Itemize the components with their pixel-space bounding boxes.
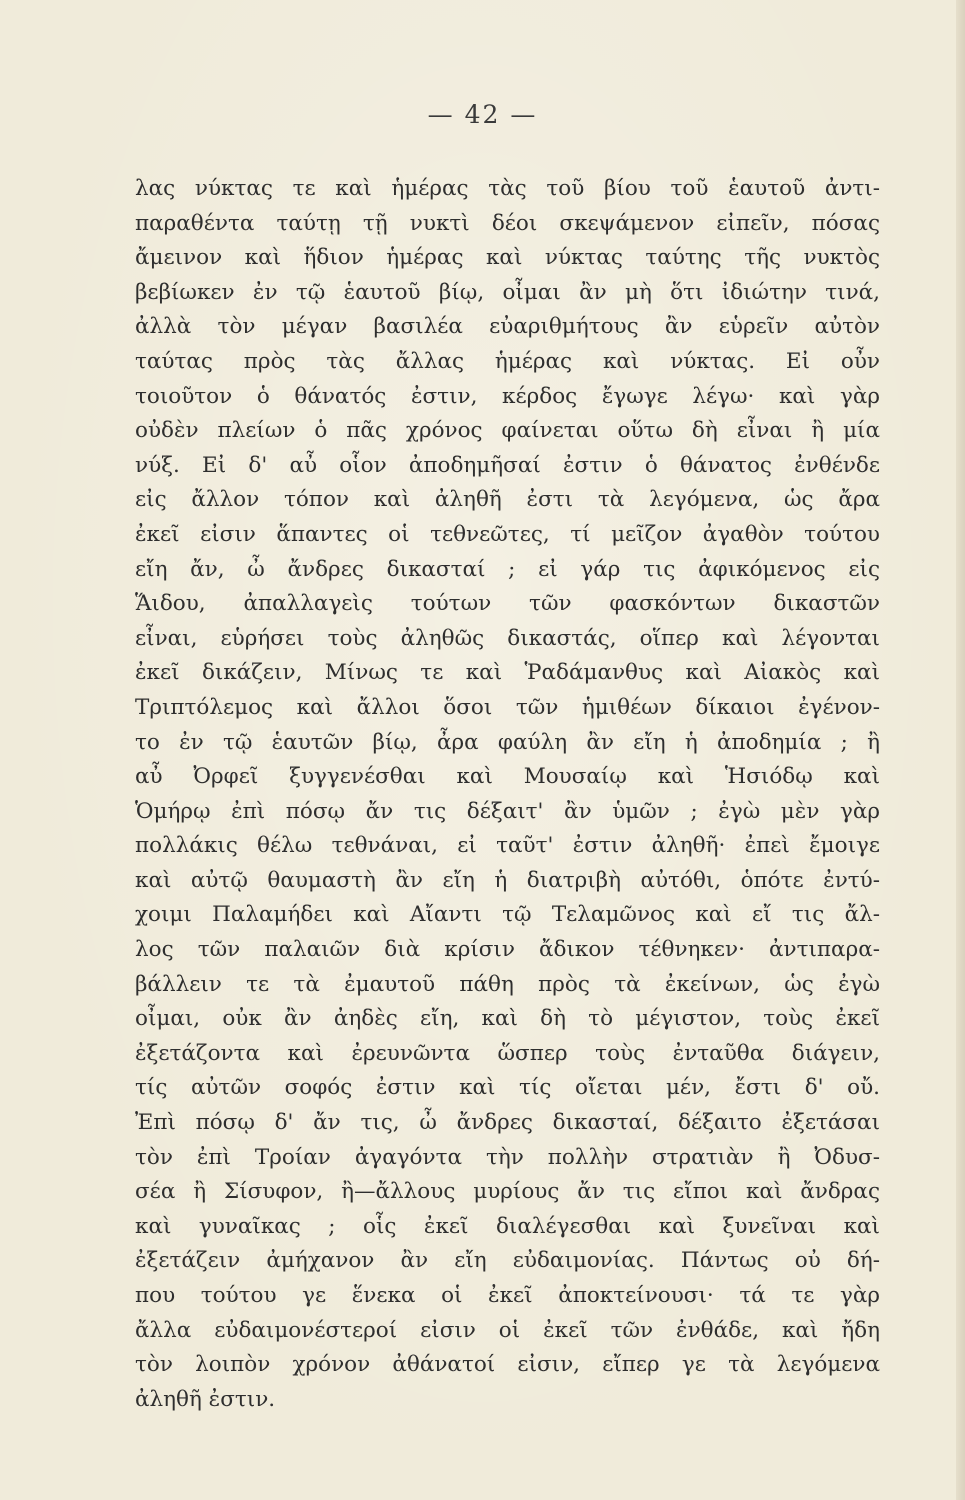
text-line: το ἐν τῷ ἑαυτῶν βίῳ, ἆρα φαύλη ἂν εἴη ἡ ἀποδημία ; ἢ [135,729,880,755]
text-line: καὶ αὐτῷ θαυμαστὴ ἂν εἴη ἡ διατριβὴ αὐτόθι, ὁπότε ἐντύ- [135,867,880,893]
text-line: ἐξετάζειν ἀμήχανον ἂν εἴη εὐδαιμονίας. Πάντως οὐ δή- [135,1248,880,1274]
text-line: εἶναι, εὑρήσει τοὺς ἀληθῶς δικαστάς, οἵπερ καὶ λέγονται [135,625,880,651]
text-line: Τριπτόλεμος καὶ ἄλλοι ὅσοι τῶν ἡμιθέων δίκαιοι ἐγένον- [135,694,880,720]
text-line: πολλάκις θέλω τεθνάναι, εἰ ταῦτ' ἐστιν ἀληθῆ· ἐπεὶ ἔμοιγε [135,833,880,859]
text-line: Ὁμήρῳ ἐπὶ πόσῳ ἄν τις δέξαιτ' ἂν ὑμῶν ; ἐγὼ μὲν γὰρ [135,798,880,824]
text-line: ἄλλα εὐδαιμονέστεροί εἰσιν οἱ ἐκεῖ τῶν ἐνθάδε, καὶ ἤδη [135,1317,880,1343]
text-line: αὖ Ὀρφεῖ ξυγγενέσθαι καὶ Μουσαίῳ καὶ Ἡσιόδῳ καὶ [135,764,880,790]
text-line: νύξ. Εἰ δ' αὖ οἷον ἀποδημῆσαί ἐστιν ὁ θάνατος ἐνθένδε [135,452,880,478]
page-number: — 42 — [427,100,538,129]
text-line: ἐκεῖ εἰσιν ἅπαντες οἱ τεθνεῶτες, τί μεῖζον ἀγαθὸν τούτου [135,521,880,547]
text-line: χοιμι Παλαμήδει καὶ Αἴαντι τῷ Τελαμῶνος καὶ εἴ τις ἄλ- [135,902,880,928]
text-line: ἄμεινον καὶ ἥδιον ἡμέρας καὶ νύκτας ταύτης τῆς νυκτὸς [135,245,880,271]
body-text [135,172,880,1417]
text-line: βεβίωκεν ἐν τῷ ἑαυτοῦ βίῳ, οἶμαι ἂν μὴ ὅτι ἰδιώτην τινά, [135,279,880,305]
text-line: τίς αὐτῶν σοφός ἐστιν καὶ τίς οἴεται μέν, ἔστι δ' οὔ. [135,1075,880,1101]
text-line: τοιοῦτον ὁ θάνατός ἐστιν, κέρδος ἔγωγε λέγω· καὶ γὰρ [135,383,880,409]
text-line: εἴη ἄν, ὦ ἄνδρες δικασταί ; εἰ γάρ τις ἀφικόμενος εἰς [135,556,880,582]
text-line: ἐκεῖ δικάζειν, Μίνως τε καὶ Ῥαδάμανθυς καὶ Αἰακὸς καὶ [135,660,880,686]
text-line: ἀληθῆ ἐστιν. [135,1386,276,1412]
text-line: σέα ἢ Σίσυφον, ἢ—ἄλλους μυρίους ἄν τις εἴποι καὶ ἄνδρας [135,1179,880,1205]
text-line: τὸν λοιπὸν χρόνον ἀθάνατοί εἰσιν, εἴπερ γε τὰ λεγόμενα [135,1352,880,1378]
text-line: οὐδὲν πλείων ὁ πᾶς χρόνος φαίνεται οὕτω δὴ εἶναι ἢ μία [135,418,880,444]
text-line: Ἐπὶ πόσῳ δ' ἄν τις, ὦ ἄνδρες δικασταί, δέξαιτο ἐξετάσαι [135,1110,880,1136]
text-line: εἰς ἄλλον τόπον καὶ ἀληθῆ ἐστι τὰ λεγόμενα, ὡς ἄρα [135,487,880,513]
text-line: τὸν ἐπὶ Τροίαν ἀγαγόντα τὴν πολλὴν στρατιὰν ἢ Ὀδυσ- [135,1144,880,1170]
text-line: καὶ γυναῖκας ; οἷς ἐκεῖ διαλέγεσθαι καὶ ξυνεῖναι καὶ [135,1213,880,1239]
text-line: βάλλειν τε τὰ ἐμαυτοῦ πάθη πρὸς τὰ ἐκείνων, ὡς ἐγὼ [135,971,880,997]
text-line: ἐξετάζοντα καὶ ἐρευνῶντα ὥσπερ τοὺς ἐνταῦθα διάγειν, [135,1040,880,1066]
text-line: παραθέντα ταύτῃ τῇ νυκτὶ δέοι σκεψάμενον εἰπεῖν, πόσας [135,210,880,236]
text-line: λος τῶν παλαιῶν διὰ κρίσιν ἄδικον τέθνηκεν· ἀντιπαρα- [135,937,880,963]
text-line: που τούτου γε ἕνεκα οἱ ἐκεῖ ἀποκτείνουσι· τά τε γὰρ [135,1283,880,1308]
page-edge [956,0,965,1500]
text-line: λας νύκτας τε καὶ ἡμέρας τὰς τοῦ βίου τοῦ ἑαυτοῦ ἀντι- [135,176,880,201]
text-line: ἀλλὰ τὸν μέγαν βασιλέα εὐαριθμήτους ἂν εὑρεῖν αὐτὸν [135,314,880,340]
text-line: Ἅιδου, ἀπαλλαγεὶς τούτων τῶν φασκόντων δικαστῶν [135,591,880,617]
text-line: οἶμαι, οὐκ ἂν ἀηδὲς εἴη, καὶ δὴ τὸ μέγιστον, τοὺς ἐκεῖ [135,1006,880,1032]
text-line: ταύτας πρὸς τὰς ἄλλας ἡμέρας καὶ νύκτας. Εἰ οὖν [135,348,880,374]
